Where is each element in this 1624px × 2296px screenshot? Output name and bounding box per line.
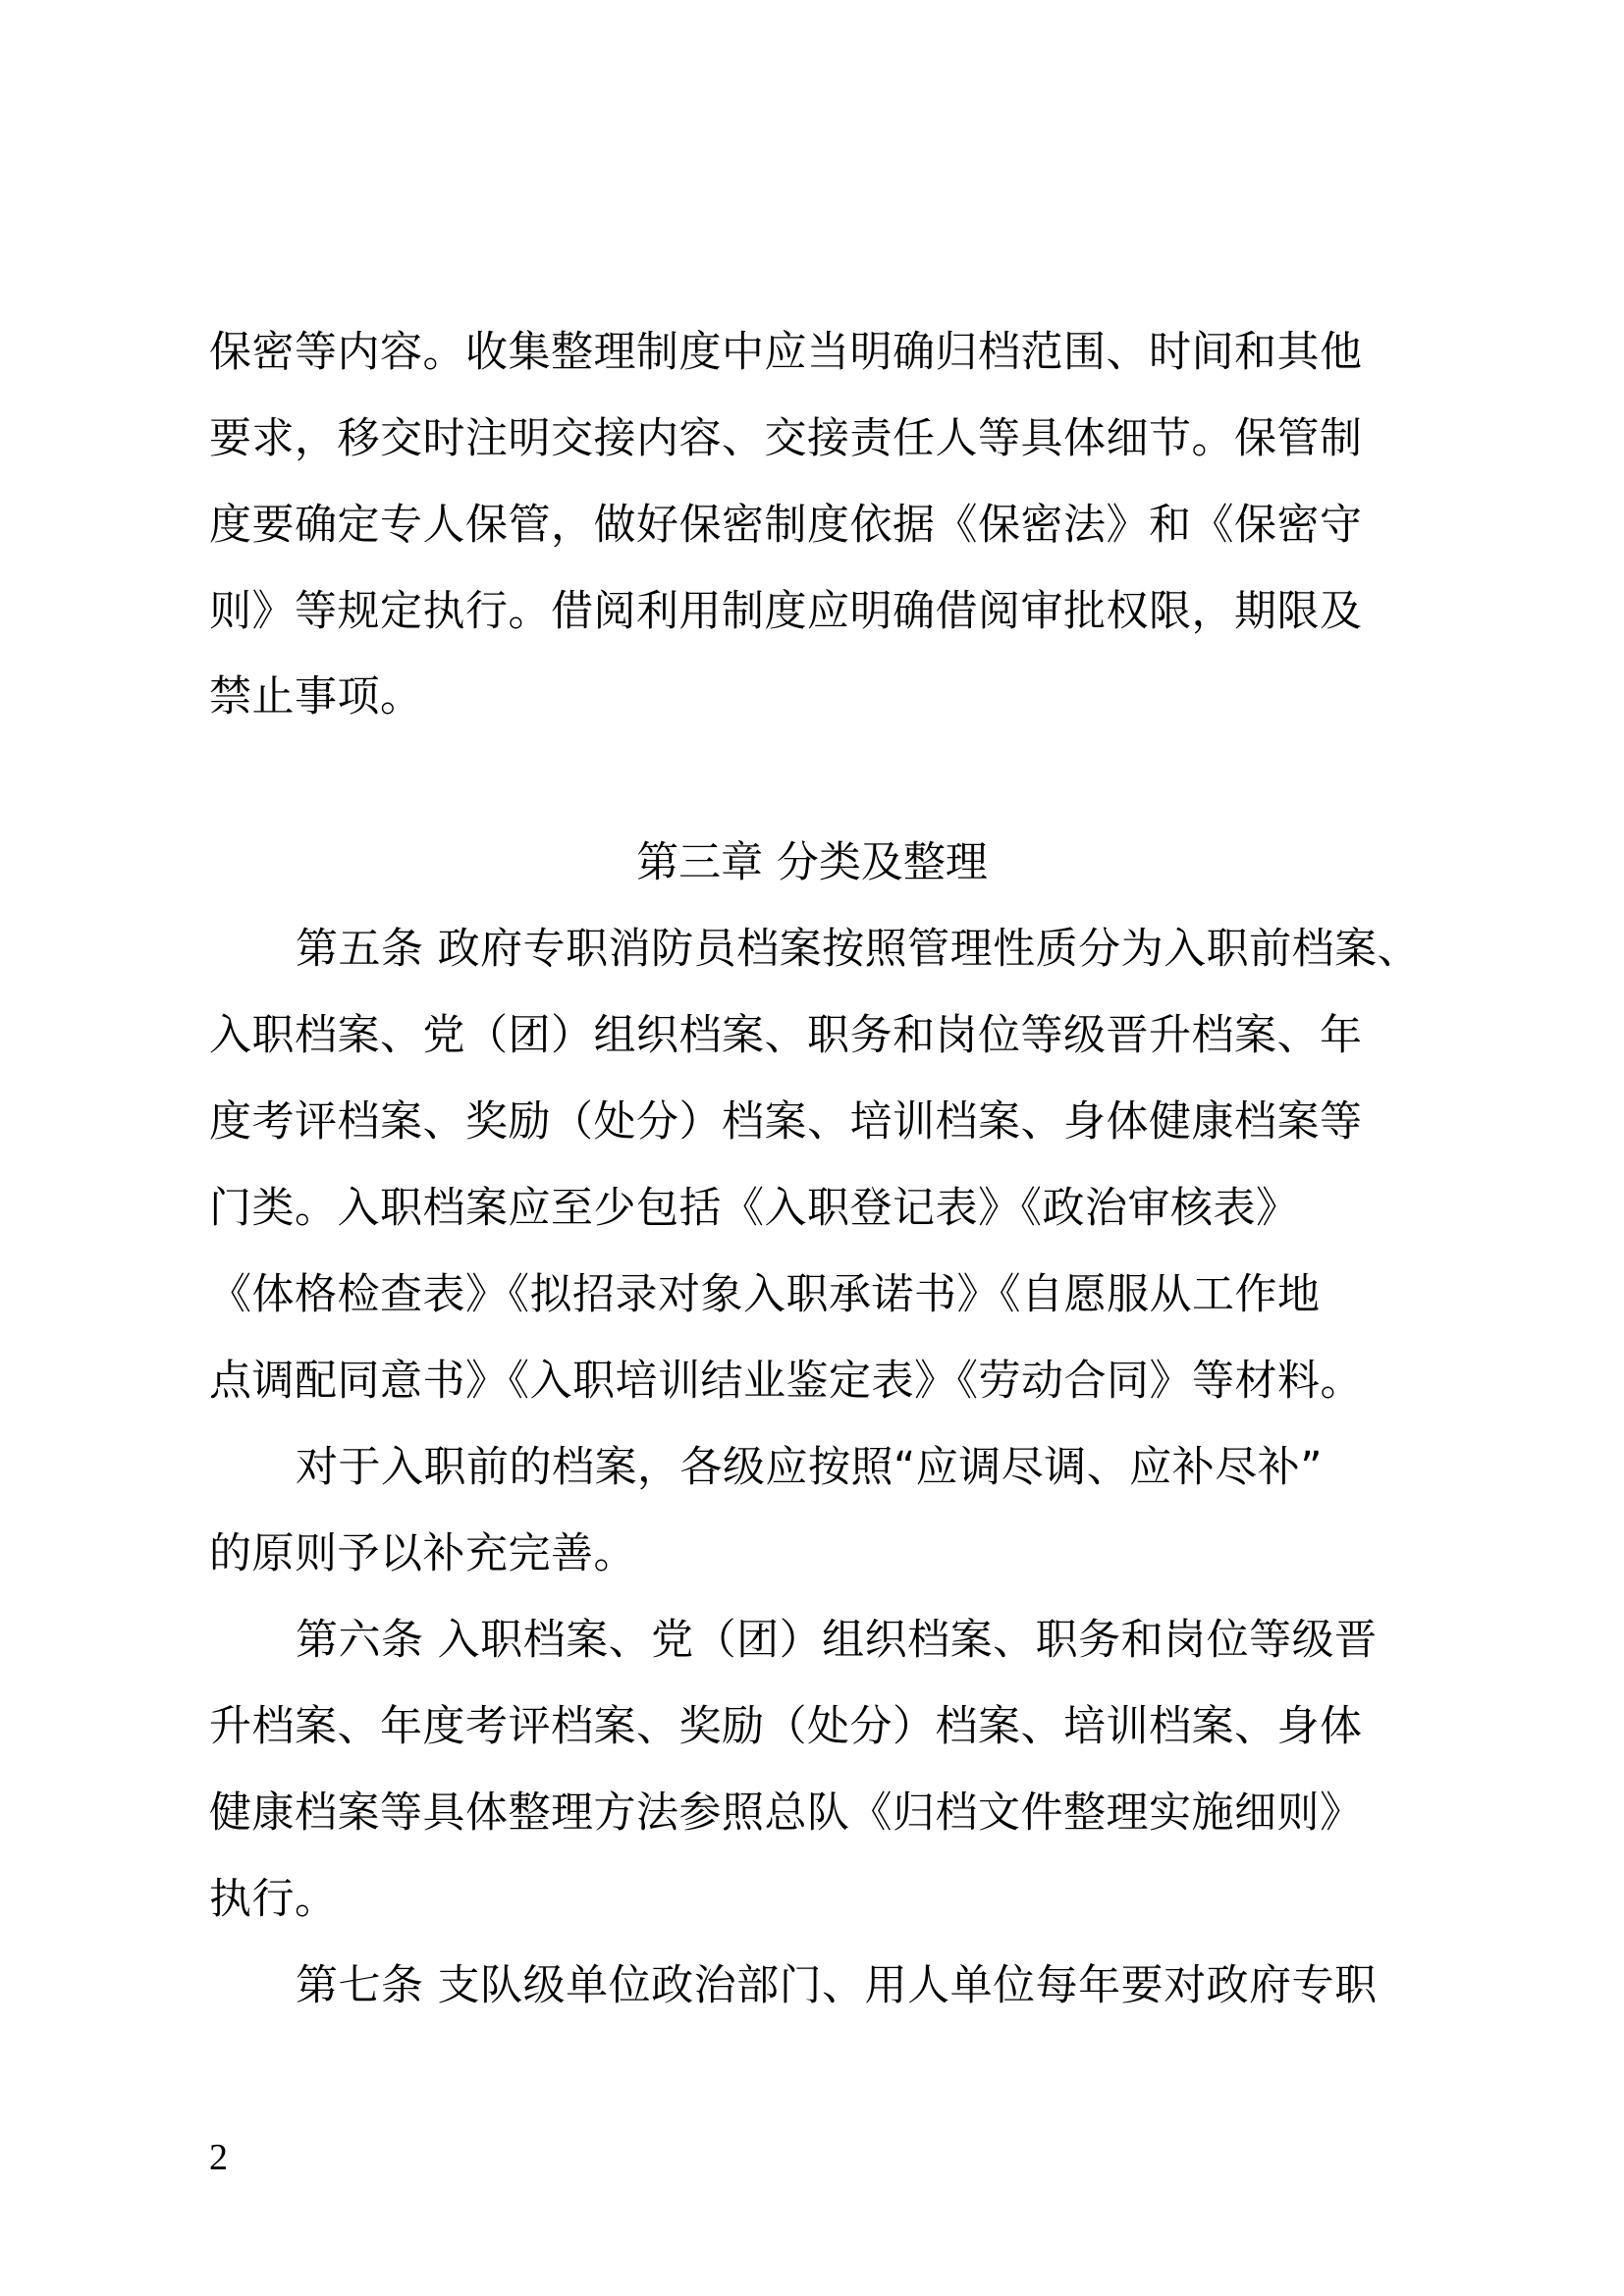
body-text-line: 保密等内容。收集整理制度中应当明确归档范围、时间和其他 [209,328,1363,377]
article-5-line: 点调配同意书》《入职培训结业鉴定表》《劳动合同》等材料。 [209,1357,1363,1406]
article-6-line: 第六条 入职档案、党（团）组织档案、职务和岗位等级晋 [296,1616,1378,1665]
body-text-line: 度要确定专人保管，做好保密制度依据《保密法》和《保密守 [209,501,1363,550]
article-6-line: 升档案、年度考评档案、奖励（处分）档案、培训档案、身体 [209,1702,1363,1751]
chapter-heading: 第三章 分类及整理 [636,838,988,887]
preemployment-line: 对于入职前的档案，各级应按照“应调尽调、应补尽补” [296,1443,1324,1492]
body-text-line: 要求，移交时注明交接内容、交接责任人等具体细节。保管制 [209,414,1363,463]
article-6-line: 执行。 [209,1875,338,1924]
article-5-line: 第五条 政府专职消防员档案按照管理性质分为入职前档案、 [296,925,1421,974]
article-7-line: 第七条 支队级单位政治部门、用人单位每年要对政府专职 [296,1961,1378,2010]
article-5-line: 《体格检查表》《拟招录对象入职承诺书》《自愿服从工作地 [209,1270,1321,1319]
article-5-line: 入职档案、党（团）组织档案、职务和岗位等级晋升档案、年 [209,1011,1363,1060]
article-5-line: 门类。入职档案应至少包括《入职登记表》《政治审核表》 [209,1184,1299,1233]
article-6-line: 健康档案等具体整理方法参照总队《归档文件整理实施细则》 [209,1789,1363,1838]
page-number: 2 [209,2137,228,2178]
body-text-line: 禁止事项。 [209,672,423,721]
article-5-line: 度考评档案、奖励（处分）档案、培训档案、身体健康档案等 [209,1097,1363,1147]
body-text-line: 则》等规定执行。借阅利用制度应明确借阅审批权限，期限及 [209,587,1363,636]
preemployment-line: 的原则予以补充完善。 [209,1529,636,1578]
